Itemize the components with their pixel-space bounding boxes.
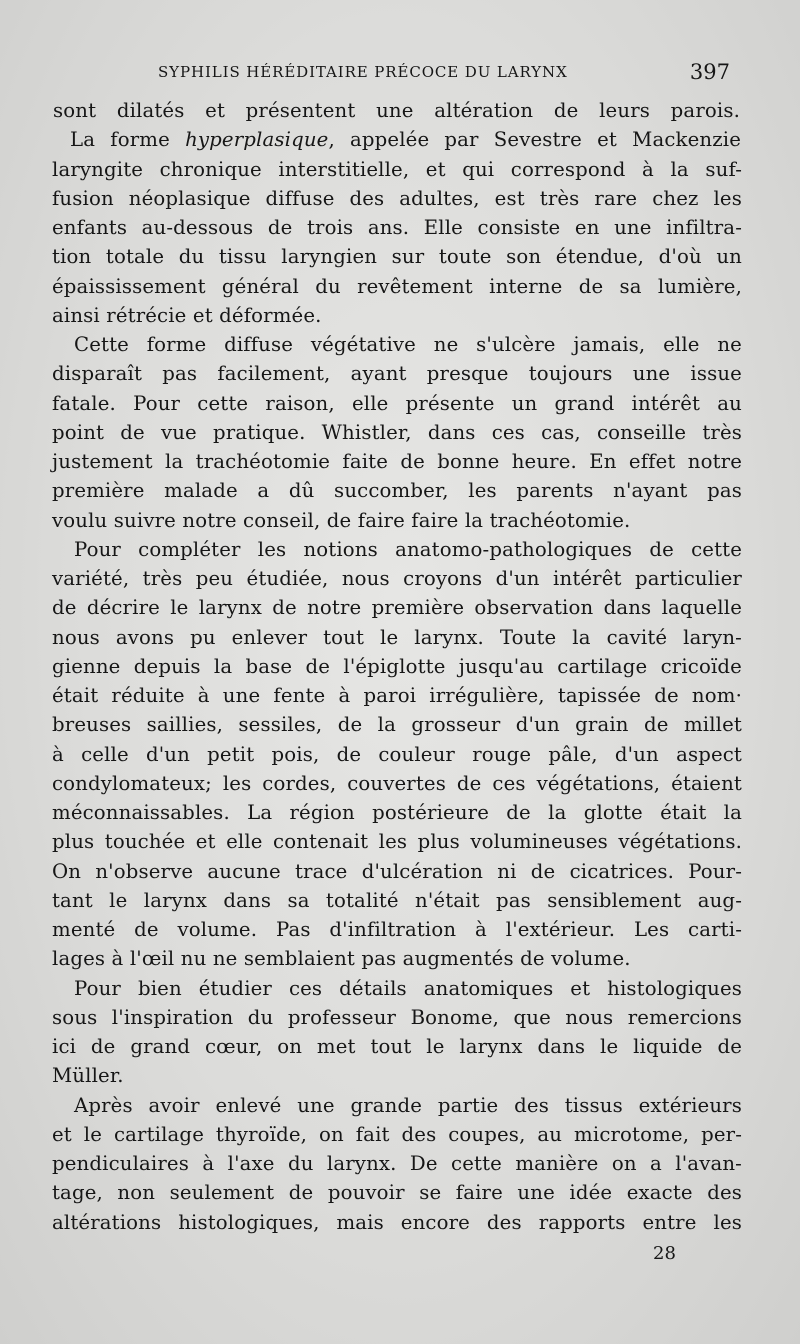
text-line: point de vue pratique. Whistler, dans ces cas, conseille très xyxy=(52,420,742,444)
text-line: ainsi rétrécie et déformée. xyxy=(52,303,322,327)
text-line: Pour bien étudier ces détails anatomiques et histologiques xyxy=(74,976,742,1000)
text-line: condylomateux; les cordes, couvertes de ces végétations, étaient xyxy=(52,771,742,795)
text-line: de décrire le larynx de notre première observation dans laquelle xyxy=(52,596,742,620)
text-line: nous avons pu enlever tout le larynx. Toute la cavité laryn- xyxy=(52,625,742,649)
text-line: Pour compléter les notions anatomo-pathologiques de cette xyxy=(74,537,742,561)
text-line: tage, non seulement de pouvoir se faire une idée exacte des xyxy=(52,1181,742,1205)
text-line: breuses saillies, sessiles, de la grosseur d'un grain de millet xyxy=(52,713,742,737)
text-line: pendiculaires à l'axe du larynx. De cette manière on a l'avan- xyxy=(52,1152,742,1175)
text-line: tion totale du tissu laryngien sur toute son étendue, d'où un xyxy=(52,245,742,269)
text-line: Cette forme diffuse végétative ne s'ulcère jamais, elle ne xyxy=(74,333,742,356)
text-line: voulu suivre notre conseil, de faire faire la trachéotomie. xyxy=(52,508,631,532)
text-line: était réduite à une fente à paroi irrégulière, tapissée de nom· xyxy=(52,684,742,707)
text-line: menté de volume. Pas d'infiltration à l'extérieur. Les carti- xyxy=(52,918,742,941)
text-line: lages à l'œil nu ne semblaient pas augmentés de volume. xyxy=(52,947,631,971)
emphasis-hyperplasique: hyperplasique xyxy=(185,128,329,152)
running-head: SYPHILIS HÉRÉDITAIRE PRÉCOCE DU LARYNX xyxy=(158,63,568,81)
text-line: sont dilatés et présentent une altération de leurs parois. xyxy=(53,99,740,122)
text-line: On n'observe aucune trace d'ulcération ni de cicatrices. Pour- xyxy=(52,859,742,883)
text-line: première malade a dû succomber, les parents n'ayant pas xyxy=(52,479,742,503)
signature-mark: 28 xyxy=(653,1243,676,1264)
text-line: fusion néoplasique diffuse des adultes, est très rare chez les xyxy=(52,186,742,210)
text-line: Müller. xyxy=(52,1064,124,1088)
text-line: sous l'inspiration du professeur Bonome, que nous remercions xyxy=(52,1005,742,1029)
text-line: méconnaissables. La région postérieure de la glotte était la xyxy=(52,801,742,824)
text-line: enfants au-dessous de trois ans. Elle consiste en une infiltra- xyxy=(52,216,742,239)
text-line: tant le larynx dans sa totalité n'était pas sensiblement aug- xyxy=(52,888,742,912)
text-line: Après avoir enlevé une grande partie des tissus extérieurs xyxy=(74,1093,742,1117)
text-line: fatale. Pour cette raison, elle présente un grand intérêt au xyxy=(52,391,742,415)
text-line: à celle d'un petit pois, de couleur rouge pâle, d'un aspect xyxy=(52,742,742,766)
text-line: épaississement général du revêtement interne de sa lumière, xyxy=(52,274,742,298)
text-line: gienne depuis la base de l'épiglotte jusqu'au cartilage cricoïde xyxy=(52,654,742,678)
text-line: variété, très peu étudiée, nous croyons d'un intérêt particulier xyxy=(52,567,742,590)
text-line: ici de grand cœur, on met tout le larynx dans le liquide de xyxy=(52,1035,742,1058)
text-line: La forme hyperplasique, appelée par Sevestre et Mackenzie xyxy=(70,128,741,152)
text-line: disparaît pas facilement, ayant presque toujours une issue xyxy=(52,362,742,386)
page-number: 397 xyxy=(689,60,730,84)
text-line: et le cartilage thyroïde, on fait des coupes, au microtome, per- xyxy=(52,1122,742,1146)
text-line: laryngite chronique interstitielle, et qui correspond à la suf- xyxy=(52,157,742,181)
text-line: plus touchée et elle contenait les plus volumineuses végétations. xyxy=(52,830,742,854)
text-line: altérations histologiques, mais encore des rapports entre les xyxy=(52,1210,742,1234)
text-line: justement la trachéotomie faite de bonne heure. En effet notre xyxy=(52,450,742,473)
page-header xyxy=(140,60,730,90)
